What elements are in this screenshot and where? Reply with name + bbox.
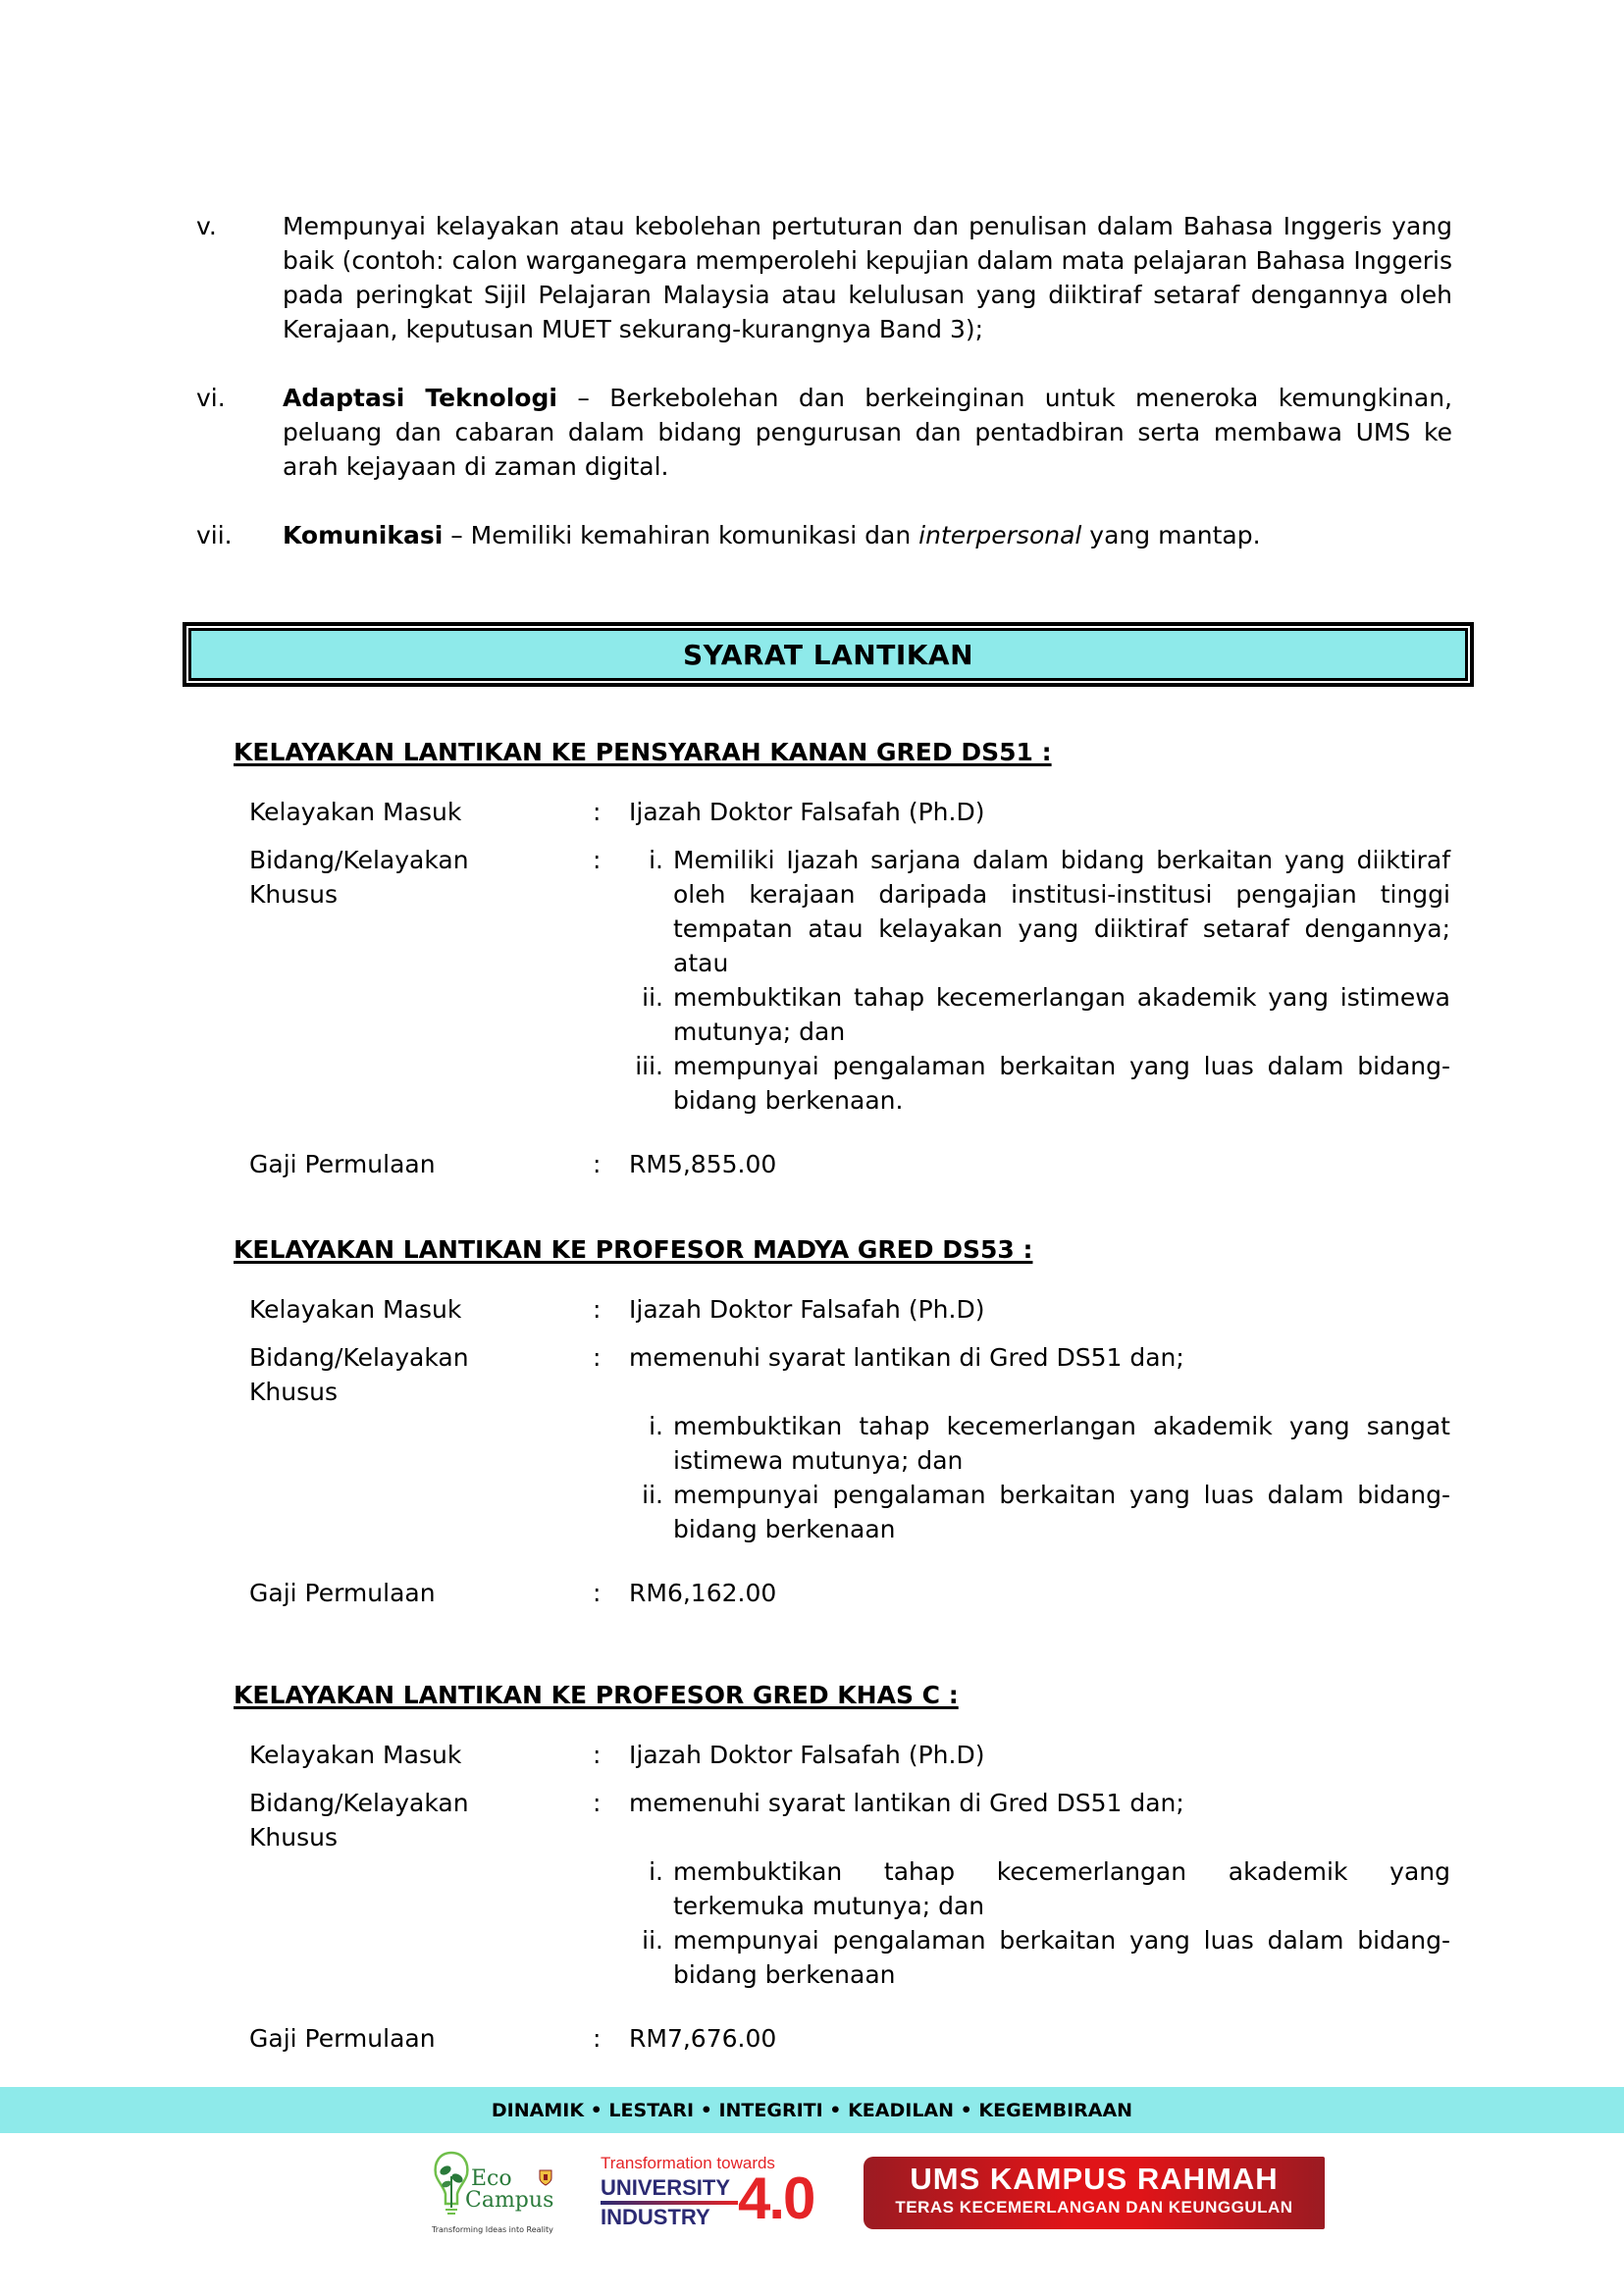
section-title: KELAYAKAN LANTIKAN KE PROFESOR GRED KHAS C :	[234, 1681, 959, 1709]
entry-qualification-row: Kelayakan Masuk : Ijazah Doktor Falsafah (Ph.D)	[249, 1741, 985, 1769]
requirement-number: vi.	[196, 384, 226, 412]
sub-requirement-list	[629, 1409, 1450, 1546]
salary-value: RM6,162.00	[629, 1579, 777, 1607]
section-title: KELAYAKAN LANTIKAN KE PROFESOR MADYA GRED DS53 :	[234, 1235, 1033, 1264]
starting-salary-row: Gaji Permulaan : RM5,855.00	[249, 1147, 1450, 1181]
sub-requirement-list	[629, 1854, 1450, 1992]
sub-requirement-item: i. membuktikan tahap kecemerlangan akademik yang terkemuka mutunya; dan	[649, 1857, 1450, 1920]
section-title: KELAYAKAN LANTIKAN KE PENSYARAH KANAN GRED DS51 :	[234, 738, 1052, 766]
sub-requirement-item: i. Memiliki Ijazah sarjana dalam bidang berkaitan yang diiktiraf oleh kerajaan daripada institusi-institusi pengajian tinggi tempatan atau kelayakan yang diiktiraf setaraf dengannya; atau	[649, 846, 1450, 977]
sub-requirement-item: ii. mempunyai pengalaman berkaitan yang luas dalam bidang-bidang berkenaan	[642, 1481, 1450, 1543]
sub-requirement-item: ii. membuktikan tahap kecemerlangan akademik yang istimewa mutunya; dan	[642, 983, 1450, 1046]
requirement-item	[196, 381, 1452, 484]
requirement-text: Adaptasi Teknologi – Berkebolehan dan berkeinginan untuk meneroka kemungkinan, peluang dan cabaran dalam bidang pengurusan dan pentadbiran serta membawa UMS ke arah kejayaan di zaman digital.	[283, 384, 1453, 481]
sub-requirement-item: i. membuktikan tahap kecemerlangan akademik yang sangat istimewa mutunya; dan	[649, 1412, 1450, 1475]
field-intro: memenuhi syarat lantikan di Gred DS51 dan;	[629, 1789, 1184, 1817]
field-intro: memenuhi syarat lantikan di Gred DS51 dan;	[629, 1343, 1184, 1372]
footer-logos	[0, 2144, 1624, 2242]
appointment-section-ds51	[234, 736, 1450, 1181]
requirement-item	[196, 518, 1452, 552]
requirement-heading: Adaptasi Teknologi	[283, 384, 557, 412]
requirements-list	[196, 209, 1452, 587]
field-qualification-row: Bidang/Kelayakan Khusus : memenuhi syarat lantikan di Gred DS51 dan; i. membuktikan tahap kecemerlangan akademik yang sangat istimewa mutunya; dan ii. mempunyai pengalaman berkaitan yang luas dalam bidang-bidang berkenaan	[249, 1340, 1450, 1546]
requirement-item	[196, 209, 1452, 346]
appointment-section-khas-c	[234, 1679, 1450, 2056]
salary-value: RM5,855.00	[629, 1150, 777, 1178]
sub-requirement-item: iii. mempunyai pengalaman berkaitan yang luas dalam bidang-bidang berkenaan.	[635, 1052, 1450, 1115]
footer-values-band: DINAMIK • LESTARI • INTEGRITI • KEADILAN • KEGEMBIRAAN	[0, 2087, 1624, 2133]
university-industry-4-logo: Transformation towards UNIVERSITY INDUSTRY 4.0	[601, 2154, 814, 2231]
requirement-heading: Komunikasi	[283, 521, 444, 549]
section-banner	[183, 622, 1474, 687]
field-qualification-row: Bidang/Kelayakan Khusus : memenuhi syarat lantikan di Gred DS51 dan; i. membuktikan tahap kecemerlangan akademik yang terkemuka mutunya; dan ii. mempunyai pengalaman berkaitan yang luas dalam bidang-bidang berkenaan	[249, 1786, 1450, 1992]
requirement-number: vii.	[196, 521, 233, 549]
field-qualification-row: Bidang/Kelayakan Khusus : i. Memiliki Ijazah sarjana dalam bidang berkaitan yang diiktiraf oleh kerajaan daripada institusi-institusi pengajian tinggi tempatan atau kelayakan yang diiktiraf setaraf dengannya; atau ii. membuktikan tahap kecemerlangan akademik yang istimewa mutunya; dan iii. mempunyai pengalaman berkaitan yang luas dalam bidang-bidang berkenaan.	[249, 843, 1450, 1118]
banner-title: SYARAT LANTIKAN	[188, 628, 1468, 681]
requirement-text: Komunikasi – Memiliki kemahiran komunikasi dan interpersonal yang mantap.	[283, 521, 1261, 549]
sub-requirement-list	[629, 843, 1450, 1118]
university-crest-icon	[538, 2168, 553, 2186]
eco-campus-logo: Eco Campus Transforming Ideas into Reality	[432, 2149, 559, 2237]
appointment-section-ds53	[234, 1233, 1450, 1610]
salary-value: RM7,676.00	[629, 2024, 777, 2053]
requirement-number: v.	[196, 212, 217, 240]
starting-salary-row: Gaji Permulaan : RM7,676.00	[249, 2021, 1450, 2056]
entry-qualification-row: Kelayakan Masuk : Ijazah Doktor Falsafah (Ph.D)	[249, 1295, 985, 1324]
entry-qualification-row: Kelayakan Masuk : Ijazah Doktor Falsafah (Ph.D)	[249, 798, 985, 826]
starting-salary-row: Gaji Permulaan : RM6,162.00	[249, 1576, 1450, 1610]
ums-kampus-rahmah-logo: UMS KAMPUS RAHMAH TERAS KECEMERLANGAN DAN KEUNGGULAN	[864, 2157, 1325, 2229]
sub-requirement-item: ii. mempunyai pengalaman berkaitan yang luas dalam bidang-bidang berkenaan	[642, 1926, 1450, 1989]
requirement-text: Mempunyai kelayakan atau kebolehan pertuturan dan penulisan dalam Bahasa Inggeris yang baik (contoh: calon warganegara memperolehi kepujian dalam mata pelajaran Bahasa Inggeris pada peringkat Sijil Pelajaran Malaysia atau kelulusan yang diiktiraf setaraf dengannya oleh Kerajaan, keputusan MUET sekurang-kurangnya Band 3);	[283, 212, 1452, 343]
